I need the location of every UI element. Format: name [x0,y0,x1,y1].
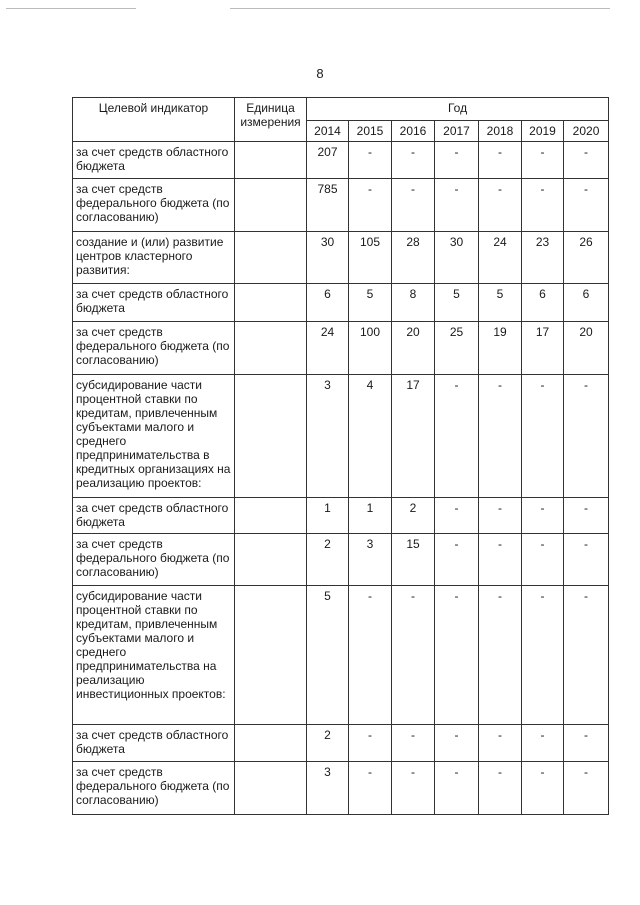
value-cell-2019: - [522,142,564,179]
value-cell-2017: - [435,142,479,179]
indicator-cell: субсидирование части процентной ставки по кредитам, привлеченным субъектами малого и среднего предпринимательства в кредитных организациях на реализацию проектов: [73,375,235,498]
unit-cell [235,375,307,498]
value-cell-2016: - [392,586,435,725]
value-cell-2017: 25 [435,322,479,375]
value-cell-2019: - [522,725,564,762]
table-row [73,586,609,725]
value-cell-2015: 105 [349,232,392,284]
value-cell-2017: - [435,762,479,815]
value-cell-2018: - [479,586,522,725]
value-cell-2015: 1 [349,498,392,534]
value-cell-2018: 24 [479,232,522,284]
year-header-2016: 2016 [392,121,435,142]
indicator-cell: создание и (или) развитие центров кластерного развития: [73,232,235,284]
table-row [73,725,609,762]
value-cell-2017: - [435,725,479,762]
unit-cell [235,179,307,232]
value-cell-2016: 2 [392,498,435,534]
value-cell-2018: - [479,142,522,179]
value-cell-2016: - [392,142,435,179]
table-row [73,179,609,232]
page-number: 8 [316,66,324,81]
year-header-2017: 2017 [435,121,479,142]
value-cell-2015: - [349,725,392,762]
table-row [73,322,609,375]
value-cell-2018: - [479,375,522,498]
indicator-cell: за счет средств федерального бюджета (по согласованию) [73,762,235,815]
indicator-cell: за счет средств областного бюджета [73,284,235,322]
value-cell-2020: 20 [564,322,609,375]
table-row [73,142,609,179]
value-cell-2020: - [564,586,609,725]
value-cell-2016: 17 [392,375,435,498]
value-cell-2015: - [349,179,392,232]
year-header-2020: 2020 [564,121,609,142]
table-row [73,284,609,322]
indicator-table [72,97,609,815]
value-cell-2018: - [479,762,522,815]
value-cell-2016: 28 [392,232,435,284]
value-cell-2014: 785 [307,179,349,232]
indicator-cell: за счет средств областного бюджета [73,498,235,534]
table-row [73,232,609,284]
value-cell-2019: - [522,179,564,232]
indicator-cell: за счет средств федерального бюджета (по согласованию) [73,179,235,232]
value-cell-2020: - [564,498,609,534]
value-cell-2017: - [435,586,479,725]
value-cell-2016: - [392,762,435,815]
indicator-cell: субсидирование части процентной ставки по кредитам, привлеченным субъектами малого и среднего предпринимательства на реализацию инвестиционных проектов: [73,586,235,725]
value-cell-2016: - [392,179,435,232]
value-cell-2020: 6 [564,284,609,322]
value-cell-2015: 5 [349,284,392,322]
value-cell-2015: 4 [349,375,392,498]
value-cell-2019: - [522,586,564,725]
value-cell-2015: - [349,762,392,815]
scan-artifact-top [6,8,136,9]
value-cell-2016: - [392,725,435,762]
value-cell-2014: 24 [307,322,349,375]
value-cell-2020: - [564,762,609,815]
value-cell-2016: 8 [392,284,435,322]
value-cell-2019: 17 [522,322,564,375]
unit-cell [235,498,307,534]
value-cell-2016: 15 [392,534,435,586]
value-cell-2017: - [435,498,479,534]
value-cell-2020: - [564,725,609,762]
indicator-cell: за счет средств областного бюджета [73,142,235,179]
value-cell-2014: 1 [307,498,349,534]
table-row [73,762,609,815]
value-cell-2017: 30 [435,232,479,284]
value-cell-2020: - [564,142,609,179]
unit-cell [235,534,307,586]
table-row [73,534,609,586]
value-cell-2014: 2 [307,534,349,586]
value-cell-2020: - [564,179,609,232]
value-cell-2020: - [564,534,609,586]
value-cell-2014: 6 [307,284,349,322]
value-cell-2019: - [522,534,564,586]
value-cell-2018: - [479,534,522,586]
value-cell-2019: - [522,498,564,534]
value-cell-2020: 26 [564,232,609,284]
year-header-2018: 2018 [479,121,522,142]
unit-cell [235,142,307,179]
value-cell-2018: - [479,725,522,762]
year-group-header: Год [307,98,609,121]
value-cell-2018: 19 [479,322,522,375]
value-cell-2015: 3 [349,534,392,586]
value-cell-2017: - [435,534,479,586]
unit-cell [235,762,307,815]
indicator-cell: за счет средств федерального бюджета (по согласованию) [73,534,235,586]
unit-cell [235,586,307,725]
year-header-2019: 2019 [522,121,564,142]
value-cell-2018: - [479,179,522,232]
unit-cell [235,232,307,284]
value-cell-2018: - [479,498,522,534]
year-header-2014: 2014 [307,121,349,142]
value-cell-2014: 5 [307,586,349,725]
value-cell-2017: - [435,179,479,232]
value-cell-2014: 3 [307,375,349,498]
unit-column-header: Единица измерения [235,98,307,142]
value-cell-2016: 20 [392,322,435,375]
value-cell-2019: 23 [522,232,564,284]
unit-cell [235,284,307,322]
value-cell-2015: 100 [349,322,392,375]
unit-cell [235,322,307,375]
table-row [73,375,609,498]
value-cell-2017: - [435,375,479,498]
value-cell-2015: - [349,142,392,179]
value-cell-2014: 207 [307,142,349,179]
value-cell-2014: 2 [307,725,349,762]
value-cell-2018: 5 [479,284,522,322]
value-cell-2020: - [564,375,609,498]
value-cell-2017: 5 [435,284,479,322]
indicator-column-header: Целевой индикатор [73,98,235,142]
value-cell-2019: 6 [522,284,564,322]
scan-artifact-top-right [230,8,610,9]
year-header-2015: 2015 [349,121,392,142]
value-cell-2014: 30 [307,232,349,284]
indicator-cell: за счет средств федерального бюджета (по согласованию) [73,322,235,375]
value-cell-2014: 3 [307,762,349,815]
unit-cell [235,725,307,762]
indicator-cell: за счет средств областного бюджета [73,725,235,762]
value-cell-2015: - [349,586,392,725]
value-cell-2019: - [522,375,564,498]
table-row [73,498,609,534]
value-cell-2019: - [522,762,564,815]
